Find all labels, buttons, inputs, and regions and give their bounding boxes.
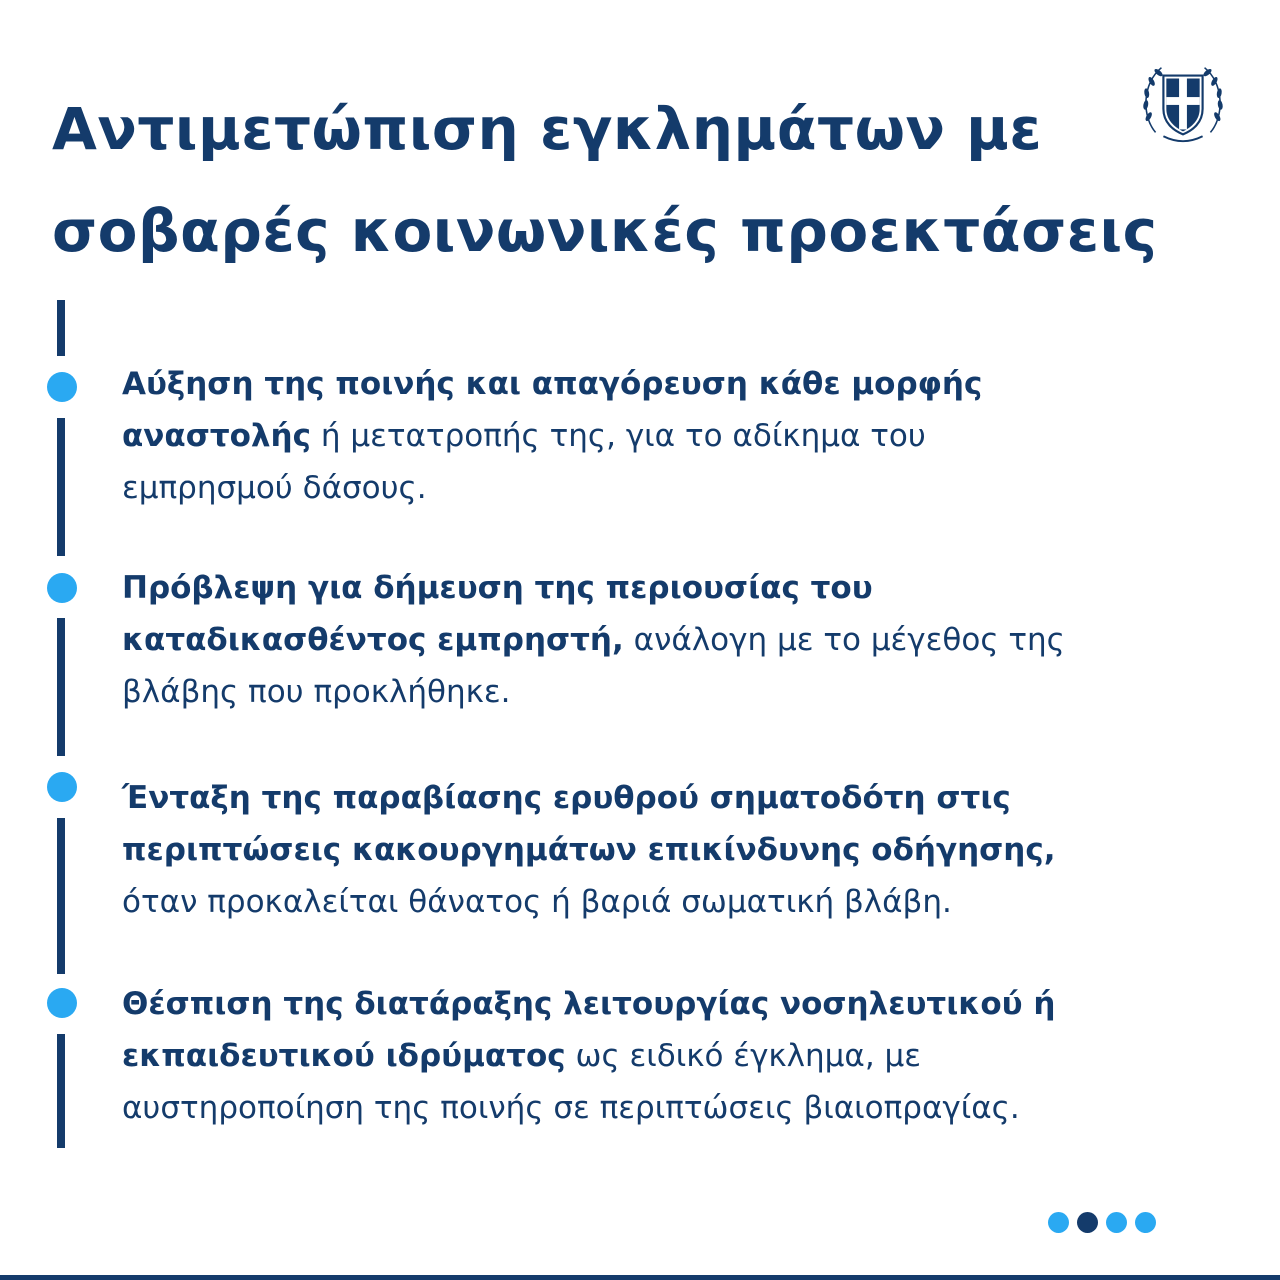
item-text-bold: Ένταξη της παραβίασης ερυθρού σηματοδότη στις	[122, 780, 1011, 816]
list-item	[122, 772, 1202, 928]
item-text: βλάβης που προκλήθηκε.	[122, 674, 511, 710]
bullet-dot	[47, 772, 77, 802]
item-text-bold: εκπαιδευτικού ιδρύματος	[122, 1038, 566, 1074]
timeline-segment	[57, 300, 65, 356]
timeline-segment	[57, 618, 65, 756]
list-item	[122, 978, 1202, 1134]
bullet-dot	[47, 988, 77, 1018]
bottom-divider	[0, 1275, 1280, 1280]
item-text: εμπρησμού δάσους.	[122, 470, 427, 506]
pagination-dot[interactable]	[1048, 1212, 1069, 1233]
pagination-dot-active[interactable]	[1077, 1212, 1098, 1233]
item-text: ανάλογη με το μέγεθος της	[623, 622, 1065, 658]
timeline-segment	[57, 818, 65, 974]
title-line-1: Αντιμετώπιση εγκλημάτων με	[52, 95, 1043, 163]
bullet-dot	[47, 372, 77, 402]
item-text-bold: Αύξηση της ποινής και απαγόρευση κάθε μορφής	[122, 366, 983, 402]
list-item	[122, 358, 1202, 514]
timeline-segment	[57, 1034, 65, 1148]
item-text-bold: περιπτώσεις κακουργημάτων επικίνδυνης οδήγησης,	[122, 832, 1056, 868]
item-text: όταν προκαλείται θάνατος ή βαριά σωματική βλάβη.	[122, 884, 952, 920]
item-text-bold: αναστολής	[122, 418, 311, 454]
pagination-dot[interactable]	[1135, 1212, 1156, 1233]
pagination-dot[interactable]	[1106, 1212, 1127, 1233]
page-title	[52, 78, 1182, 282]
item-text-bold: Θέσπιση της διατάραξης λειτουργίας νοσηλευτικού ή	[122, 986, 1056, 1022]
list-item	[122, 562, 1202, 718]
item-text-bold: Πρόβλεψη για δήμευση της περιουσίας του	[122, 570, 873, 606]
item-text: ως ειδικό έγκλημα, με	[565, 1038, 922, 1074]
item-text: αυστηροποίηση της ποινής σε περιπτώσεις βιαιοπραγίας.	[122, 1090, 1020, 1126]
timeline-segment	[57, 418, 65, 556]
bullet-dot	[47, 573, 77, 603]
item-text: ή μετατροπής της, για το αδίκημα του	[311, 418, 926, 454]
title-line-2: σοβαρές κοινωνικές προεκτάσεις	[52, 197, 1158, 265]
greek-coat-of-arms-icon	[1134, 52, 1232, 150]
item-text-bold: καταδικασθέντος εμπρηστή,	[122, 622, 624, 658]
